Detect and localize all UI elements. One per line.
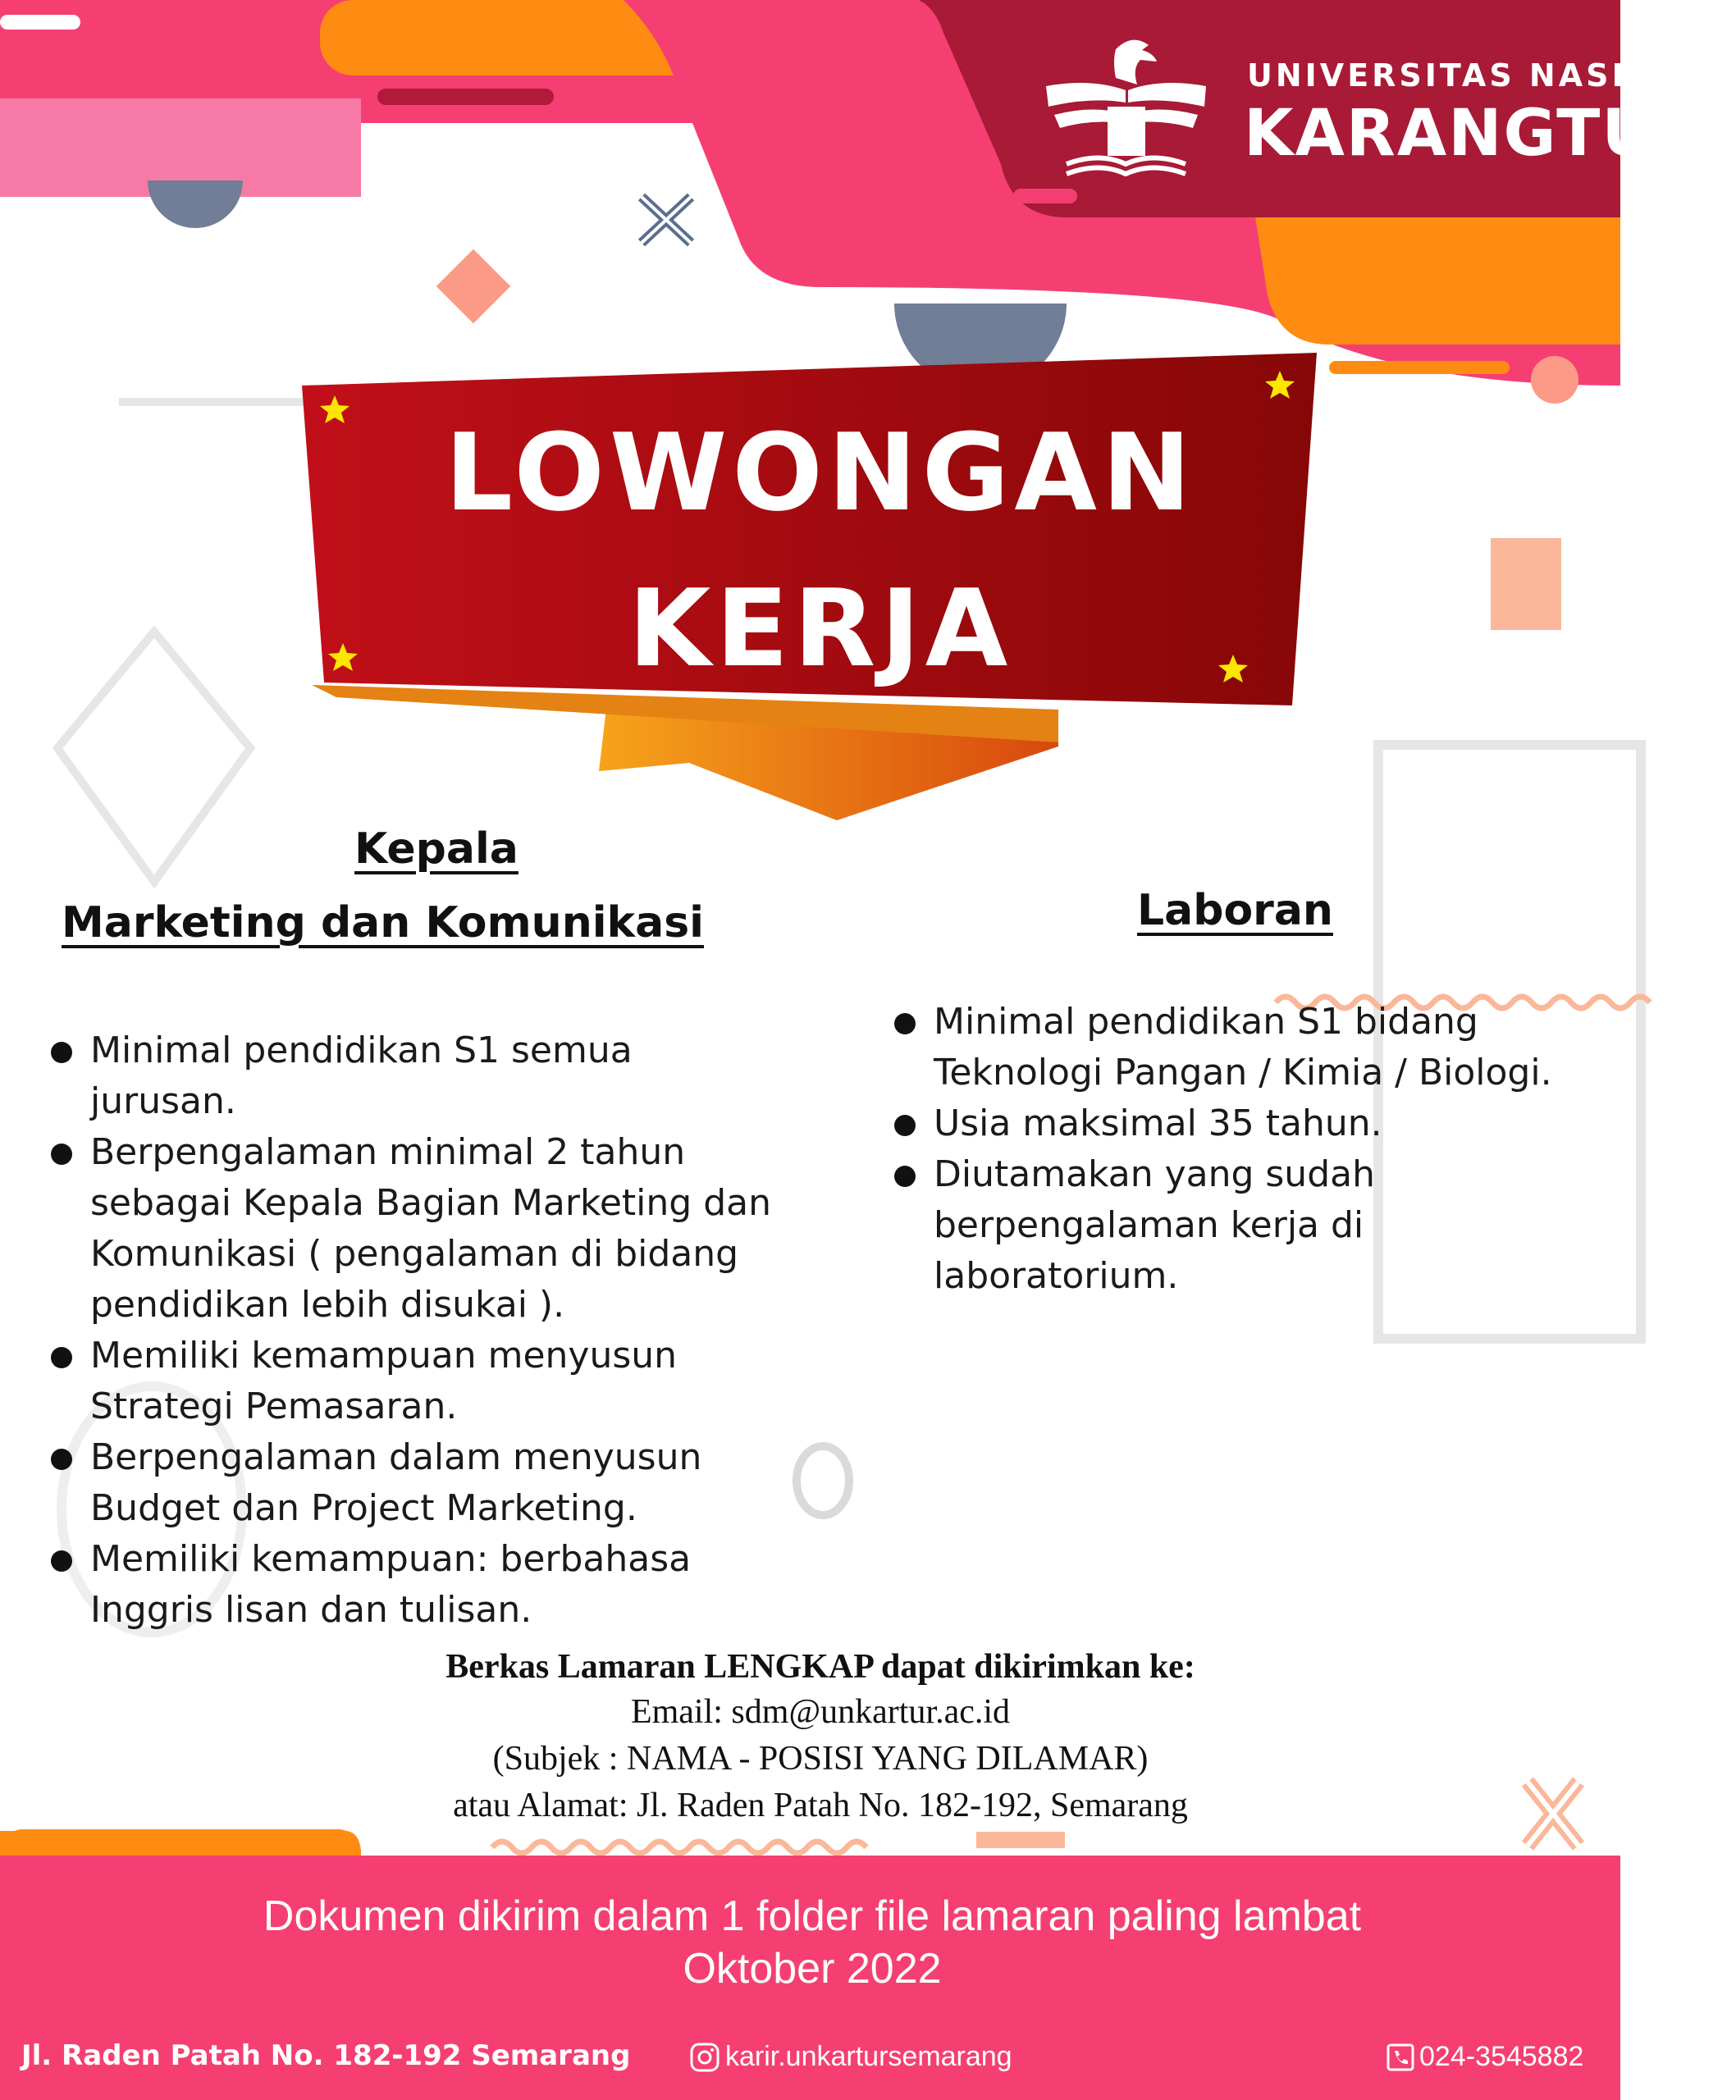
requirement-line: Komunikasi ( pengalaman di bidang xyxy=(90,1233,739,1275)
requirement-line: Usia maksimal 35 tahun. xyxy=(934,1102,1382,1144)
slate-half-circle-left xyxy=(148,180,243,228)
requirement-line: Berpengalaman dalam menyusun xyxy=(90,1436,702,1478)
instagram-handle: karir.unkartursemarang xyxy=(725,2041,1012,2072)
requirement-item xyxy=(51,1331,863,1432)
requirement-line: berpengalaman kerja di xyxy=(934,1204,1364,1246)
instagram-icon xyxy=(689,2042,720,2073)
phone-icon xyxy=(1387,2043,1414,2071)
position-2-requirements xyxy=(894,997,1616,1302)
peach-squiggle-bottom xyxy=(492,1842,866,1853)
position-1-title-line2: Marketing dan Komunikasi xyxy=(62,898,704,947)
application-heading: Berkas Lamaran LENGKAP dapat dikirimkan ke: xyxy=(445,1648,1195,1686)
grey-diamond-outline xyxy=(57,632,250,882)
requirement-item xyxy=(894,997,1616,1098)
requirement-item xyxy=(51,1127,863,1331)
requirement-line: Budget dan Project Marketing. xyxy=(90,1487,637,1529)
requirement-line: Diutamakan yang sudah xyxy=(934,1153,1375,1195)
application-address: atau Alamat: Jl. Raden Patah No. 182-192, Semarang xyxy=(453,1787,1188,1824)
deadline-line2: Oktober 2022 xyxy=(683,1945,942,1993)
footer-address: Jl. Raden Patah No. 182-192 Semarang xyxy=(21,2039,631,2072)
position-1-requirements xyxy=(51,1025,863,1636)
peach-dash-bottom xyxy=(976,1832,1065,1848)
banner-title-line2: KERJA xyxy=(628,566,1013,691)
requirement-item xyxy=(894,1098,1616,1149)
requirement-item xyxy=(51,1025,863,1127)
requirement-item xyxy=(51,1534,863,1636)
deadline-line1: Dokumen dikirim dalam 1 folder file lamaran paling lambat xyxy=(263,1892,1362,1940)
requirement-line: Berpengalaman minimal 2 tahun xyxy=(90,1131,686,1173)
requirement-item xyxy=(51,1432,863,1534)
logo-university-name: KARANGTURI xyxy=(1244,97,1732,171)
requirement-item xyxy=(894,1149,1616,1302)
pink-dash xyxy=(1013,189,1077,203)
footer-instagram xyxy=(689,2041,1012,2073)
pink-bottom-left-notch xyxy=(0,1831,361,1856)
orange-bar-right xyxy=(1329,361,1510,374)
requirement-line: laboratorium. xyxy=(934,1255,1179,1297)
requirement-line: Inggris lisan dan tulisan. xyxy=(90,1589,532,1631)
position-1-title-line1: Kepala xyxy=(354,824,519,874)
requirement-line: sebagai Kepala Bagian Marketing dan xyxy=(90,1182,771,1224)
requirement-line: jurusan. xyxy=(90,1080,236,1122)
requirement-line: Memiliki kemampuan: berbahasa xyxy=(90,1538,692,1580)
footer-phone xyxy=(1387,2041,1583,2073)
peach-circle xyxy=(1531,356,1578,404)
peach-diamond xyxy=(436,249,511,324)
application-subject: (Subjek : NAMA - POSISI YANG DILAMAR) xyxy=(492,1740,1149,1778)
requirement-line: pendidikan lebih disukai ). xyxy=(90,1284,565,1326)
logo-university-label: UNIVERSITAS NASIONAL xyxy=(1247,57,1736,94)
phone-number: 024-3545882 xyxy=(1419,2041,1584,2072)
requirement-line: Teknologi Pangan / Kimia / Biologi. xyxy=(934,1052,1552,1093)
position-2-title: Laboran xyxy=(1137,886,1333,935)
banner-title-line1: LOWONGAN xyxy=(445,410,1196,535)
requirement-line: Minimal pendidikan S1 semua xyxy=(90,1029,633,1071)
peach-square xyxy=(1491,538,1561,630)
requirement-line: Memiliki kemampuan menyusun xyxy=(90,1335,678,1376)
white-dash xyxy=(0,15,80,30)
requirement-line: Minimal pendidikan S1 bidang xyxy=(934,1001,1478,1043)
deadline-notice xyxy=(82,1890,1542,1995)
application-email: Email: sdm@unkartur.ac.id xyxy=(630,1693,1011,1731)
requirement-line: Strategi Pemasaran. xyxy=(90,1386,458,1427)
dark-dash xyxy=(377,89,554,105)
